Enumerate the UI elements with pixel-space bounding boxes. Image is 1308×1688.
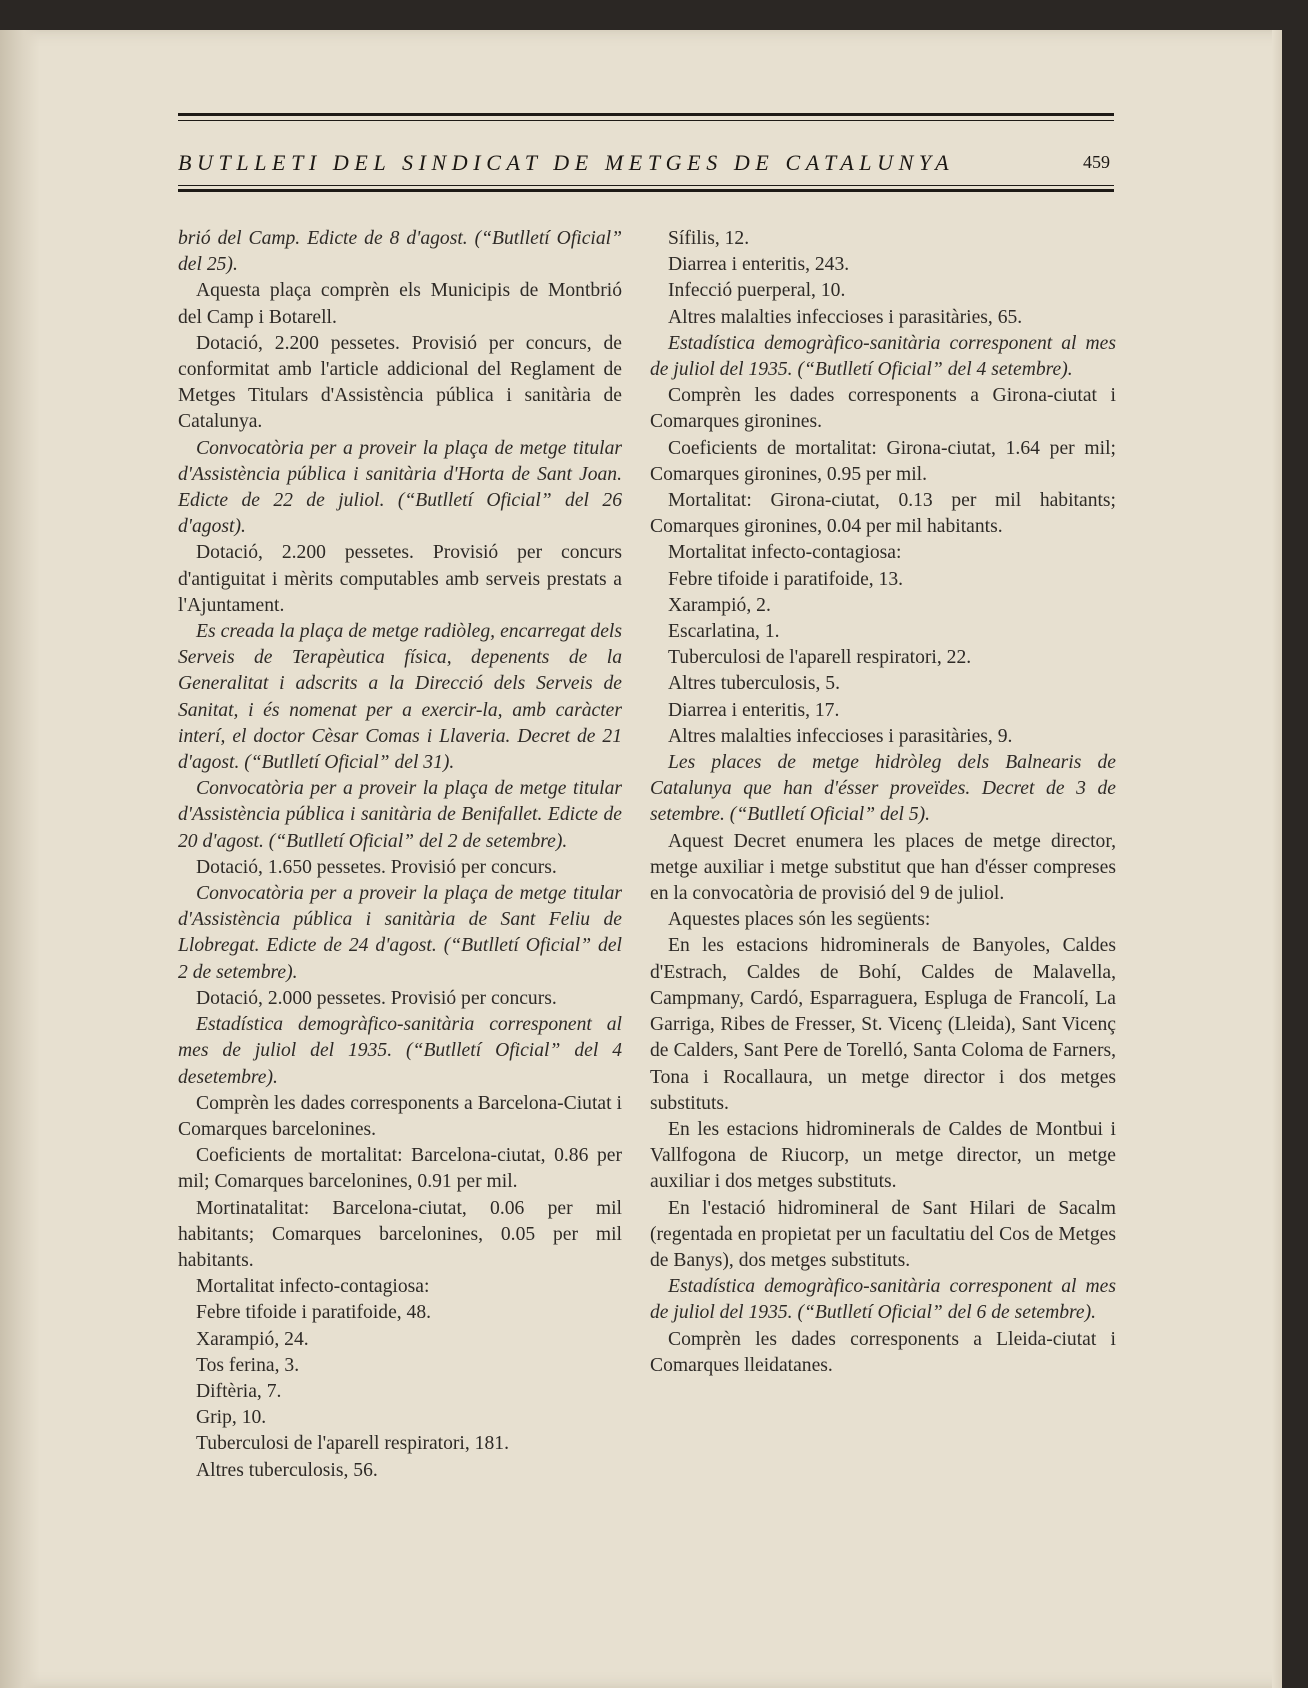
paragraph: Altres malalties infeccioses i parasitàries, 65.	[668, 306, 1023, 328]
paragraph: brió del Camp. Edicte de 8 d'agost. (“Butlletí Oficial” del 25).	[178, 228, 622, 276]
page-edge	[1272, 30, 1282, 1688]
paragraph: En les estacions hidrominerals de Banyoles, Caldes d'Estrach, Caldes de Bohí, Caldes de Malavella, Campmany, Cardó, Esparraguera, Espluga de Francolí, La Garriga, Ribes de Fresser, St. Vicenç (Lleida), Sant Vicenç de Calders, Sant Pere de Torelló, Santa Coloma de Farners, Tona i Rocallaura, un metge director i dos metges substituts.	[650, 935, 1116, 1114]
paragraph: Es creada la plaça de metge radiòleg, encarregat dels Serveis de Terapèutica física, depenents de la Generalitat i adscrits a la Direcció dels Serveis de Sanitat, i és nomenat per a exercir-la, amb caràcter interí, el doctor Cèsar Comas i Llaveria. Decret de 21 d'agost. (“Butlletí Oficial” del 31).	[178, 621, 622, 774]
paragraph: Altres tuberculosis, 56.	[196, 1459, 378, 1481]
paragraph: Estadística demogràfico-sanitària corresponent al mes de juliol del 1935. (“Butlletí Oficial” del 6 de setembre).	[650, 1276, 1116, 1324]
paragraph: Altres malalties infeccioses i parasitàries, 9.	[668, 725, 1013, 747]
paragraph: En les estacions hidrominerals de Caldes de Montbui i Vallfogona de Riucorp, un metge director, un metge auxiliar i dos metges substituts.	[650, 1118, 1116, 1193]
paragraph: Aquest Decret enumera les places de metge director, metge auxiliar i metge substitut que han d'ésser compreses en la convocatòria de provisió del 9 de juliol.	[650, 830, 1116, 905]
paragraph: Diftèria, 7.	[196, 1380, 282, 1402]
binding-gutter	[0, 30, 40, 1688]
journal-title: BUTLLETI DEL SINDICAT DE METGES DE CATALUNYA	[178, 150, 955, 175]
paragraph: Comprèn les dades corresponents a Barcelona-Ciutat i Comarques barcelonines.	[178, 1092, 622, 1140]
paragraph: Infecció puerperal, 10.	[668, 280, 846, 302]
paragraph: Convocatòria per a proveir la plaça de metge titular d'Assistència pública i sanitària de Benifallet. Edicte de 20 d'agost. (“Butlletí Oficial” del 2 de setembre).	[178, 778, 622, 852]
paragraph: Convocatòria per a proveir la plaça de metge titular d'Assistència pública i sanitària d'Horta de Sant Joan. Edicte de 22 de juliol. (“Butlletí Oficial” del 26 d'agost).	[178, 437, 622, 538]
paragraph: Tuberculosi de l'aparell respiratori, 181.	[196, 1433, 509, 1455]
paragraph: Altres tuberculosis, 5.	[668, 673, 840, 695]
paragraph: Tos ferina, 3.	[196, 1354, 300, 1376]
paragraph: Aquesta plaça comprèn els Municipis de Montbrió del Camp i Botarell.	[178, 280, 622, 328]
paragraph: Escarlatina, 1.	[668, 621, 780, 643]
page-number: 459	[1083, 152, 1110, 172]
paragraph: Dotació, 2.200 pessetes. Provisió per concurs, de conformitat amb l'article addicional del Reglament de Metges Titulars d'Assistència pública i sanitària de Catalunya.	[178, 332, 622, 433]
paragraph: Xarampió, 24.	[196, 1328, 309, 1350]
paragraph: Sífilis, 12.	[668, 228, 750, 249]
paragraph: Grip, 10.	[196, 1407, 267, 1429]
paragraph: Aquestes places són les següents:	[668, 909, 931, 931]
paragraph: Coeficients de mortalitat: Barcelona-ciutat, 0.86 per mil; Comarques barcelonines, 0.91 per mil.	[178, 1145, 622, 1193]
paragraph: Dotació, 1.650 pessetes. Provisió per concurs.	[196, 856, 557, 878]
left-text-column	[178, 226, 622, 1484]
paragraph: Estadística demogràfico-sanitària corresponent al mes de juliol del 1935. (“Butlletí Oficial” del 4 desetembre).	[178, 1014, 622, 1088]
paragraph: Comprèn les dades corresponents a Lleida-ciutat i Comarques lleidatanes.	[650, 1328, 1116, 1376]
paragraph: Febre tifoide i paratifoide, 48.	[196, 1302, 432, 1324]
right-text-column	[650, 226, 1116, 1379]
header-rule	[178, 189, 1114, 192]
paragraph: Dotació, 2.200 pessetes. Provisió per concurs d'antiguitat i mèrits computables amb serveis prestats a l'Ajuntament.	[178, 542, 622, 616]
paragraph: Diarrea i enteritis, 243.	[668, 254, 850, 276]
header-rule	[178, 185, 1114, 186]
paragraph: Mortalitat: Girona-ciutat, 0.13 per mil habitants; Comarques gironines, 0.04 per mil habitants.	[650, 490, 1116, 538]
paragraph: Coeficients de mortalitat: Girona-ciutat, 1.64 per mil; Comarques gironines, 0.95 per mil.	[650, 437, 1116, 485]
paragraph: Convocatòria per a proveir la plaça de metge titular d'Assistència pública i sanitària de Sant Feliu de Llobregat. Edicte de 24 d'agost. (“Butlletí Oficial” del 2 de setembre).	[178, 883, 622, 983]
running-header	[178, 113, 1114, 203]
paragraph: Dotació, 2.000 pessetes. Provisió per concurs.	[196, 987, 557, 1009]
header-rule	[178, 120, 1114, 121]
paragraph: Febre tifoide i paratifoide, 13.	[668, 568, 904, 590]
header-rule	[178, 113, 1114, 116]
paragraph: Diarrea i enteritis, 17.	[668, 699, 840, 721]
paragraph: En l'estació hidromineral de Sant Hilari de Sacalm (regentada en propietat per un facultatiu del Cos de Metges de Banys), dos metges substituts.	[650, 1197, 1116, 1271]
paragraph: Les places de metge hidròleg dels Balnearis de Catalunya que han d'ésser proveïdes. Decret de 3 de setembre. (“Butlletí Oficial” del 5).	[650, 752, 1116, 826]
paragraph: Comprèn les dades corresponents a Girona-ciutat i Comarques gironines.	[650, 385, 1116, 433]
paragraph: Mortinatalitat: Barcelona-ciutat, 0.06 per mil habitants; Comarques barcelonines, 0.05 per mil habitants.	[178, 1197, 622, 1271]
paragraph: Estadística demogràfico-sanitària corresponent al mes de juliol del 1935. (“Butlletí Oficial” del 4 setembre).	[650, 332, 1116, 381]
paragraph: Xarampió, 2.	[668, 594, 771, 616]
paragraph: Tuberculosi de l'aparell respiratori, 22.	[668, 647, 972, 669]
paragraph: Mortalitat infecto-contagiosa:	[668, 542, 902, 564]
paragraph: Mortalitat infecto-contagiosa:	[196, 1276, 430, 1298]
